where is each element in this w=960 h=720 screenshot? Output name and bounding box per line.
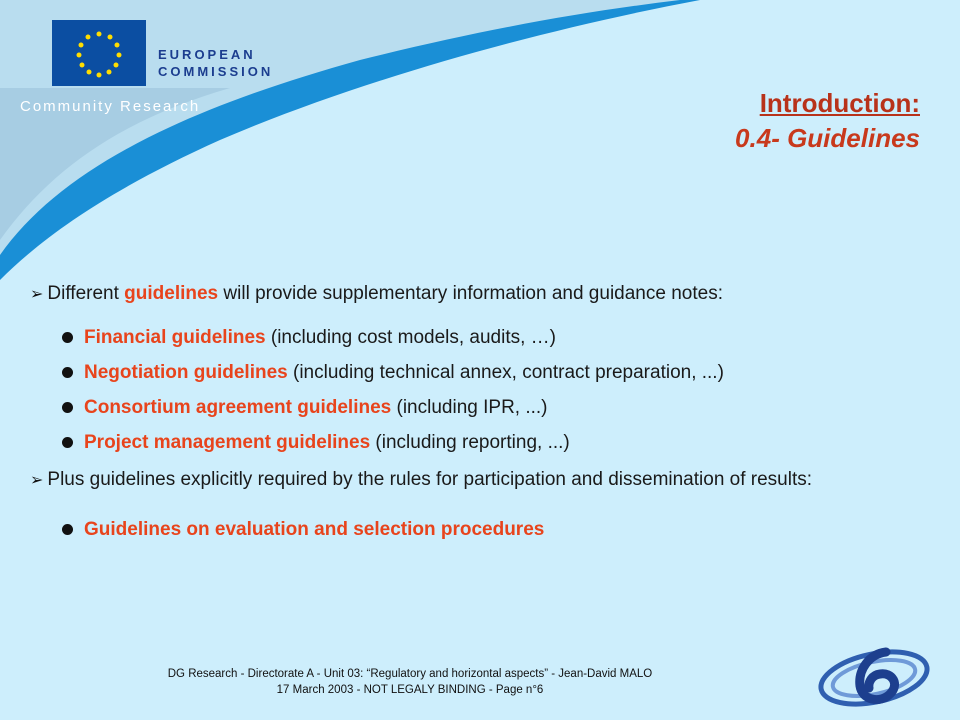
org-line2: COMMISSION	[158, 64, 274, 79]
list-item	[60, 324, 930, 351]
list-item	[60, 394, 930, 421]
org-line1: EUROPEAN	[158, 47, 256, 62]
dot-bullet-icon	[62, 367, 73, 378]
org-name	[158, 46, 273, 80]
title-line2: 0.4- Guidelines	[735, 123, 920, 153]
list-item	[60, 516, 930, 543]
title-line1: Introduction:	[759, 88, 920, 118]
page-title	[735, 88, 920, 154]
list-item	[60, 359, 930, 386]
community-research-label: Community Research	[20, 98, 201, 115]
footer	[0, 666, 820, 698]
eu-flag-icon	[52, 20, 146, 86]
slide-content	[20, 280, 930, 551]
arrow-bullet-icon: ➢	[30, 472, 44, 489]
plus-text: Plus guidelines explicitly required by the rules for participation and dissemination of results:	[47, 469, 813, 490]
plus-line	[20, 466, 930, 494]
dot-bullet-icon	[62, 437, 73, 448]
fp6-logo-icon	[814, 644, 932, 710]
footer-line1: DG Research - Directorate A - Unit 03: “Regulatory and horizontal aspects” - Jean-David MALO	[167, 668, 653, 680]
intro-highlight: guidelines	[124, 283, 219, 304]
list-item	[60, 429, 930, 456]
guidelines-list-2	[60, 516, 930, 543]
dot-bullet-icon	[62, 402, 73, 413]
item-highlight: Financial guidelines	[84, 327, 266, 348]
item-rest: (including reporting, ...)	[370, 432, 570, 453]
item-rest: (including IPR, ...)	[391, 397, 548, 418]
dot-bullet-icon	[62, 524, 73, 535]
item-highlight: Project management guidelines	[84, 432, 371, 453]
item-rest: (including cost models, audits, …)	[265, 327, 557, 348]
guidelines-list	[60, 324, 930, 456]
dot-bullet-icon	[62, 332, 73, 343]
intro-post: will provide supplementary information and guidance notes:	[218, 283, 723, 304]
item-highlight: Guidelines on evaluation and selection procedures	[84, 519, 545, 540]
intro-pre: Different	[47, 283, 125, 304]
item-highlight: Consortium agreement guidelines	[84, 397, 392, 418]
arrow-bullet-icon: ➢	[30, 286, 44, 303]
footer-line2: 17 March 2003 - NOT LEGALY BINDING - Page n°6	[276, 684, 544, 696]
intro-line	[20, 280, 930, 308]
item-highlight: Negotiation guidelines	[84, 362, 288, 383]
item-rest: (including technical annex, contract preparation, ...)	[287, 362, 724, 383]
